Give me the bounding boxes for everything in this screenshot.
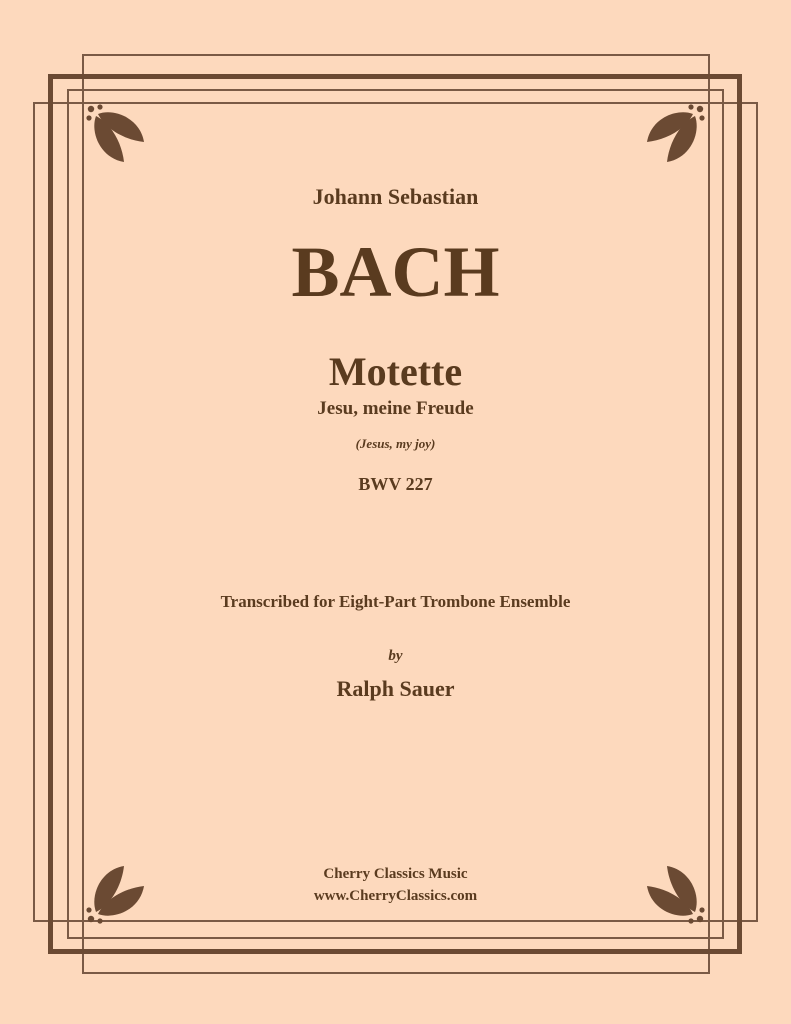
leaf-ornament-icon [86,104,148,166]
work-title: Motette [328,349,463,394]
transcription-description: Transcribed for Eight-Part Trombone Ensemble [220,592,571,611]
catalog-number: BWV 227 [358,474,433,494]
publisher-website: www.CherryClassics.com [313,888,478,904]
frame-inner [67,89,724,939]
composer-last-name: BACH [291,232,500,312]
work-translation: (Jesus, my joy) [355,436,436,451]
by-label: by [388,648,403,664]
leaf-ornament-icon [643,104,705,166]
work-subtitle: Jesu, meine Freude [317,398,474,419]
composer-first-names: Johann Sebastian [312,184,479,209]
publisher-name: Cherry Classics Music [323,866,468,882]
arranger-name: Ralph Sauer [336,676,455,701]
